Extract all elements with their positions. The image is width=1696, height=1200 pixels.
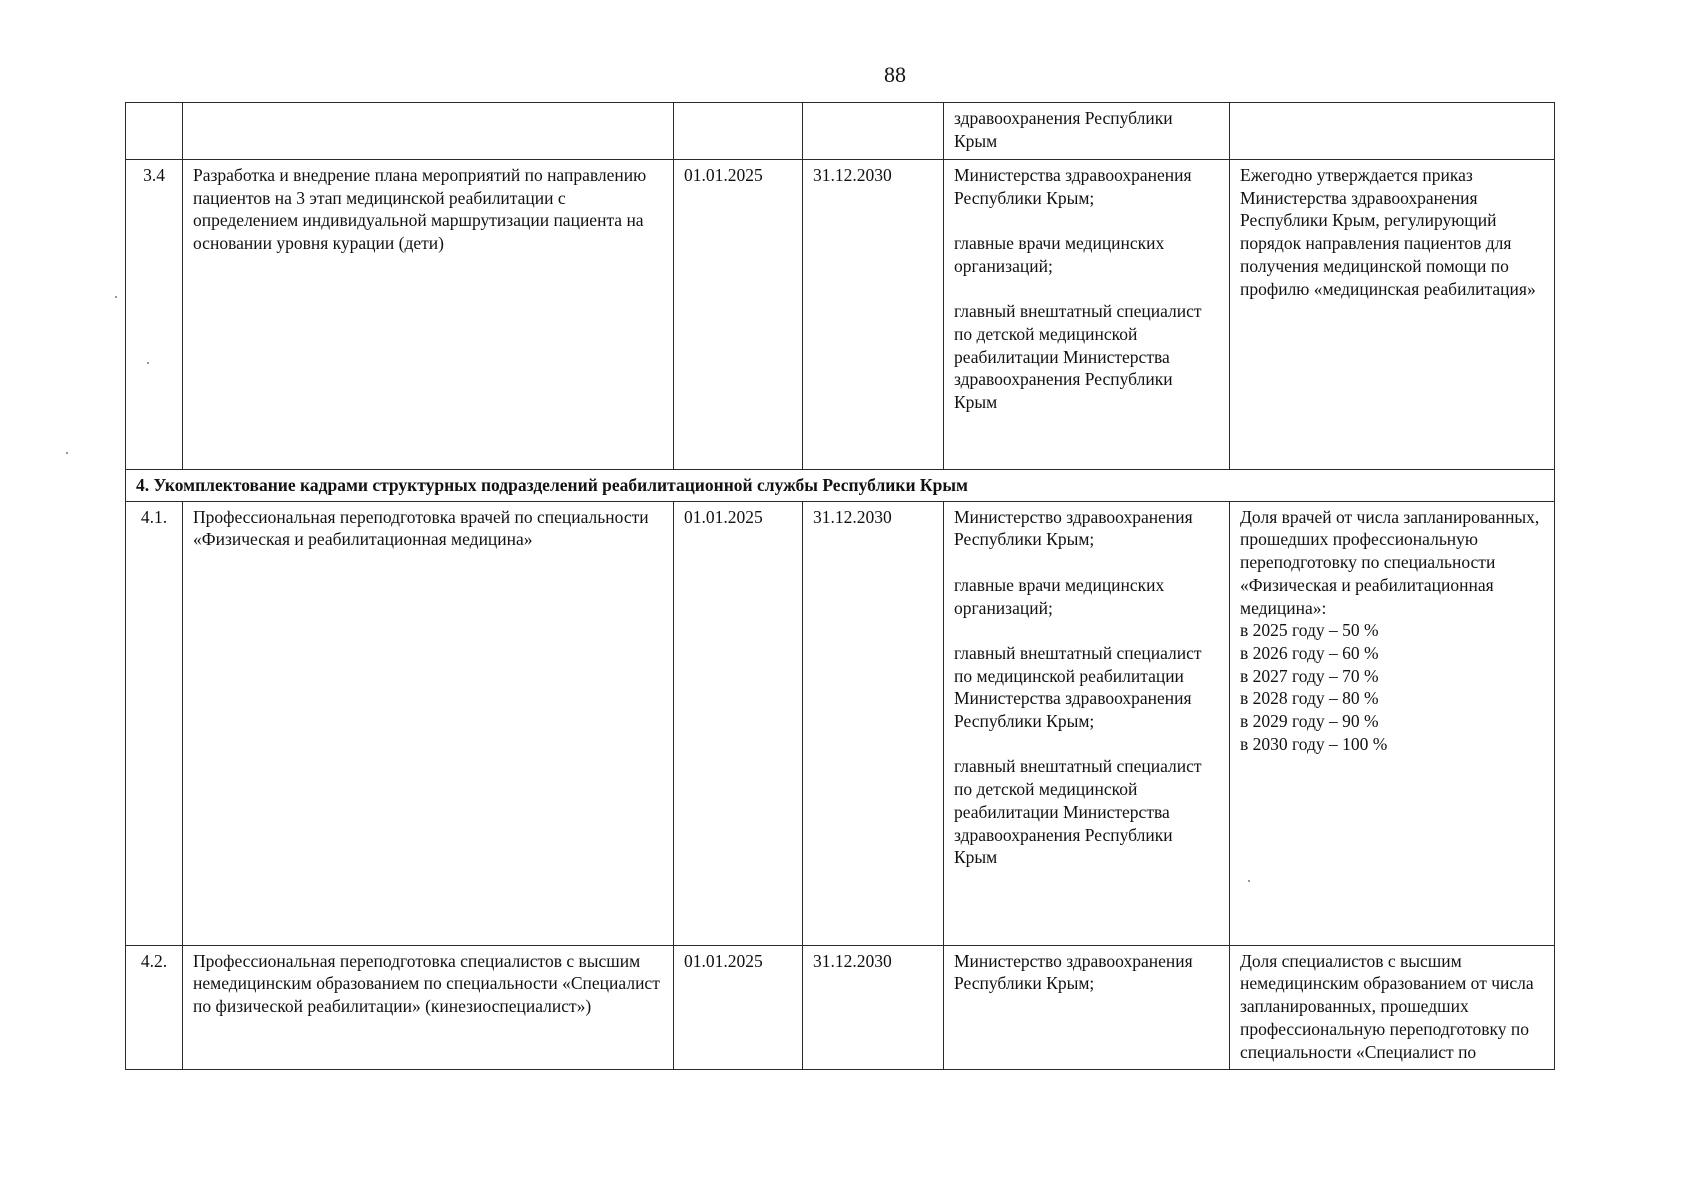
indicator-cell	[1230, 501, 1555, 945]
responsible-item: главный внештатный специалист по детской медицинской реабилитации Министерства здравоохранения Республики Крым	[954, 301, 1202, 412]
start-date-cell	[674, 103, 803, 160]
indicator-text: Доля специалистов с высшим немедицинским образованием от числа запланированных, прошедших профессиональную переподготовку по специальности «Специалист по	[1240, 950, 1534, 1062]
scan-artifact	[1248, 880, 1250, 882]
start-date-cell: 01.01.2025	[674, 160, 803, 470]
scan-artifact	[66, 452, 68, 454]
responsible-cell	[944, 160, 1230, 470]
activity-cell: Профессиональная переподготовка врачей по специальности «Физическая и реабилитационная медицина»	[183, 501, 674, 945]
indicator-cell	[1230, 160, 1555, 470]
end-date-cell: 31.12.2030	[803, 160, 944, 470]
end-date-cell	[803, 103, 944, 160]
responsible-item: главный внештатный специалист по детской медицинской реабилитации Министерства здравоохранения Республики Крым	[954, 756, 1202, 868]
indicator-year-target: в 2026 году – 60 %	[1240, 642, 1379, 663]
indicator-year-target: в 2027 году – 70 %	[1240, 665, 1379, 686]
scan-artifact	[115, 296, 117, 298]
start-date-cell: 01.01.2025	[674, 501, 803, 945]
responsible-cell	[944, 945, 1230, 1069]
responsible-item: Министерство здравоохранения Республики Крым;	[954, 506, 1193, 550]
page-number: 88	[884, 62, 906, 87]
indicator-cell	[1230, 103, 1555, 160]
start-date-cell: 01.01.2025	[674, 945, 803, 1069]
responsible-cell	[944, 501, 1230, 945]
indicator-text: Доля врачей от числа запланированных, прошедших профессиональную переподготовку по специальности «Физическая и реабилитационная медицина»:	[1240, 506, 1540, 618]
section-heading-row	[126, 470, 1555, 502]
end-date-cell: 31.12.2030	[803, 501, 944, 945]
activity-cell: Разработка и внедрение плана мероприятий по направлению пациентов на 3 этап медицинской реабилитации с определением индивидуальной маршрутизации пациента на основании уровня курации (дети)	[183, 160, 674, 470]
responsible-item: главные врачи медицинских организаций;	[954, 574, 1165, 618]
responsible-item: Министерства здравоохранения Республики Крым;	[954, 165, 1192, 208]
responsible-item: Министерство здравоохранения Республики Крым;	[954, 950, 1193, 994]
responsible-item: главные врачи медицинских организаций;	[954, 233, 1165, 276]
activity-plan-table	[125, 102, 1555, 1070]
indicator-year-target: в 2030 году – 100 %	[1240, 733, 1388, 754]
row-number-cell: 4.1.	[126, 501, 183, 945]
table-row	[126, 945, 1555, 1069]
end-date-cell: 31.12.2030	[803, 945, 944, 1069]
indicator-year-target: в 2025 году – 50 %	[1240, 620, 1379, 641]
activity-cell: Профессиональная переподготовка специалистов с высшим немедицинским образованием по специальности «Специалист по физической реабилитации» (кинезиоспециалист»)	[183, 945, 674, 1069]
responsible-item: главный внештатный специалист по медицинской реабилитации Министерства здравоохранения Республики Крым;	[954, 642, 1202, 731]
responsible-item: здравоохранения Республики Крым	[954, 108, 1173, 151]
scan-artifact	[147, 362, 149, 364]
indicator-year-target: в 2029 году – 90 %	[1240, 711, 1379, 732]
section-heading: 4. Укомплектование кадрами структурных подразделений реабилитационной службы Республики Крым	[126, 470, 1555, 502]
responsible-cell	[944, 103, 1230, 160]
table-row	[126, 501, 1555, 945]
row-number-cell: 3.4	[126, 160, 183, 470]
indicator-cell	[1230, 945, 1555, 1069]
indicator-text: Ежегодно утверждается приказ Министерства здравоохранения Республики Крым, регулирующий порядок направления пациентов для получения медицинской помощи по профилю «медицинская реабилитация»	[1240, 165, 1536, 299]
activity-cell	[183, 103, 674, 160]
indicator-year-target: в 2028 году – 80 %	[1240, 688, 1379, 709]
table-row	[126, 103, 1555, 160]
row-number-cell	[126, 103, 183, 160]
row-number-cell: 4.2.	[126, 945, 183, 1069]
table-row	[126, 160, 1555, 470]
